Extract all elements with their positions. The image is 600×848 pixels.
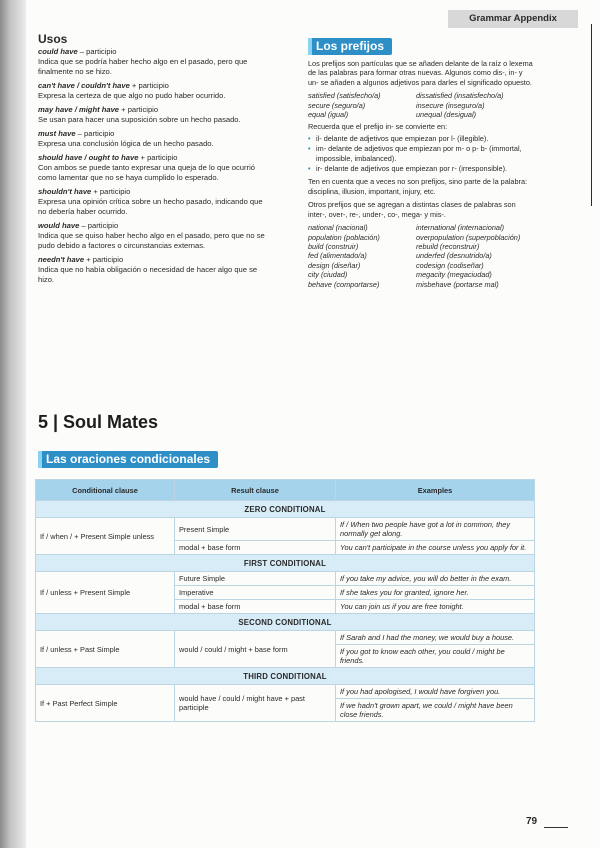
usos-term: would have [38,221,80,230]
usos-term: must have [38,129,76,138]
usos-desc: Expresa una conclusión lógica de un hecho pasado. [38,139,214,148]
prefijos-others: Otros prefijos que se agregan a distintas clases de palabras son inter-, over-, re-, under-, co-, mega- y mis-. [308,200,516,219]
usos-entry-heading [38,47,272,57]
usos-structure: + participio [91,187,131,196]
prefixed-word: misbehave (portarse mal) [416,279,499,289]
usos-entry [38,187,272,217]
conditionals-table-body [36,501,535,722]
usos-desc: Con ambos se puede tanto expresar una queja de lo que ocurrió como lamentar que no se haya cumplido lo esperado. [38,163,255,182]
header-examples: Examples [336,480,535,501]
example-sentence: If Sarah and I had the money, we would buy a house. [336,631,535,645]
prefix-bullet: • im- delante de adjetivos que empiezan por m- o p- b- (immortal, impossible, imbalanced). [316,144,534,163]
usos-structure: + participio [119,105,159,114]
usos-desc: Expresa la certeza de que algo no pudo haber ocurrido. [38,91,226,100]
conditional-clause: If / when / + Present Simple unless [36,518,175,555]
base-word: city (ciudad) [308,270,348,280]
result-clause: Future Simple [175,572,336,586]
conditional-band: SECOND CONDITIONAL [36,614,535,631]
usos-entry-heading [38,187,272,197]
usos-entry-heading [38,129,272,139]
conditional-clause: If + Past Perfect Simple [36,685,175,722]
usos-term: needn't have [38,255,85,264]
usos-entry [38,153,272,183]
usos-list [38,47,272,285]
conditional-band-row [36,668,535,685]
base-word: fed (alimentado/a) [308,251,367,261]
result-clause: modal + base form [175,600,336,614]
pair-opposite-word: dissatisfied (insatisfecho/a) [416,91,504,101]
usos-entry-heading [38,105,272,115]
table-header-row [36,480,535,501]
pair-base-word: equal (igual) [308,110,349,120]
usos-entry [38,255,272,285]
table-row [36,572,535,586]
conditional-clause: If / unless + Present Simple [36,572,175,614]
prefix-bullet: • il- delante de adjetivos que empiezan por l- (illegible). [316,134,534,143]
usos-entry-heading [38,81,272,91]
usos-title: Usos [38,32,68,46]
example-sentence: If you take my advice, you will do better in the exam. [336,572,535,586]
prefixed-word: rebuild (reconstruir) [416,241,480,251]
base-word: national (nacional) [308,223,368,233]
example-sentence: If / When two people have got a lot in common, they normally get along. [336,518,535,541]
base-word: behave (comportarse) [308,279,380,289]
usos-desc: Se usan para hacer una suposición sobre un hecho pasado. [38,115,241,124]
usos-entry [38,47,272,77]
appendix-tab: Grammar Appendix [448,10,578,28]
prefijos-intro: Los prefijos son partículas que se añaden delante de la raíz o lexema de las palabras para formar otras nuevas. Algunos como dis-, in- y un- se añaden a algunos adjetivos para darles el significado opuesto. [308,59,533,87]
prefixed-word: overpopulation (superpoblación) [416,232,521,242]
result-clause: modal + base form [175,541,336,555]
usos-term: shouldn't have [38,187,92,196]
example-sentence: If you got to know each other, you could / might be friends. [336,645,535,668]
page-number-rule [544,827,568,828]
prefixed-word: underfed (desnutrido/a) [416,251,492,261]
conditionals-title-pill [38,451,218,468]
usos-structure: – participio [75,129,115,138]
book-spine-shadow [0,0,26,848]
usos-structure: – participio [79,221,119,230]
pair-base-word: satisfied (satisfecho/a) [308,91,381,101]
prefixed-word: international (internacional) [416,223,505,233]
usos-term: could have [38,47,78,56]
example-sentence: If she takes you for granted, ignore her. [336,586,535,600]
usos-desc: Indica que se podría haber hecho algo en el pasado, pero que finalmente no se hizo. [38,57,248,76]
result-clause: would / could / might + base form [175,631,336,668]
base-word: build (construir) [308,241,359,251]
usos-entry-heading [38,153,272,163]
opposite-pairs [308,91,534,119]
usos-entry [38,105,272,125]
usos-structure: + participio [138,153,178,162]
usos-structure: + participio [129,81,169,90]
usos-structure: + participio [84,255,124,264]
prefijos-title: Los prefijos [316,39,385,53]
conditional-band-row [36,614,535,631]
table-row [36,631,535,645]
unit-title: 5 | Soul Mates [38,412,159,432]
usos-desc: Indica que se quiso haber hecho algo en el pasado, pero que no se pudo debido a factores o circunstancias externas. [38,231,265,250]
usos-entry-heading [38,255,272,265]
prefixed-word: codesign (codiseñar) [416,260,484,270]
pair-opposite-word: insecure (inseguro/a) [416,100,485,110]
conditional-band: FIRST CONDITIONAL [36,555,535,572]
usos-entry [38,81,272,101]
example-sentence: If we hadn't grown apart, we could / might have been close friends. [336,699,535,722]
usos-entry [38,221,272,251]
result-clause: Imperative [175,586,336,600]
conditional-band-row [36,555,535,572]
prefijos-note: Ten en cuenta que a veces no son prefijos, sino parte de la palabra: disciplina, illusion, important, injury, etc. [308,177,528,196]
page-number: 79 [526,816,538,827]
usos-section [38,34,272,289]
prefijos-remember: Recuerda que el prefijo in- se convierte en: [308,122,448,132]
prefijos-title-pill [308,38,392,55]
conditional-band: THIRD CONDITIONAL [36,668,535,685]
usos-structure: – participio [77,47,117,56]
conditional-clause: If / unless + Past Simple [36,631,175,668]
example-sentence: You can't participate in the course unless you apply for it. [336,541,535,555]
conditional-band-row [36,501,535,518]
result-clause: would have / could / might have + past participle [175,685,336,722]
header-conditional-clause: Conditional clause [36,480,175,501]
usos-desc: Expresa una opinión crítica sobre un hecho pasado, indicando que no debería haber ocurrido. [38,197,263,216]
conditional-band: ZERO CONDITIONAL [36,501,535,518]
prefix-bullet: • ir- delante de adjetivos que empiezan por r- (irresponsible). [316,164,534,173]
header-result-clause: Result clause [175,480,336,501]
prefix-bullets [308,134,534,174]
usos-entry-heading [38,221,272,231]
base-word: design (diseñar) [308,260,361,270]
base-word: population (población) [308,232,380,242]
usos-term: may have / might have [38,105,120,114]
example-sentence: You can join us if you are free tonight. [336,600,535,614]
table-row [36,685,535,699]
pair-opposite-word: unequal (desigual) [416,110,477,120]
usos-term: can't have / couldn't have [38,81,130,90]
prefixed-word: megacity (megaciudad) [416,270,492,280]
prefix-word-list [308,223,534,289]
example-sentence: If you had apologised, I would have forgiven you. [336,685,535,699]
table-row [36,518,535,541]
usos-entry [38,129,272,149]
usos-term: should have / ought to have [38,153,139,162]
prefijos-section [308,38,534,292]
conditionals-table [35,479,535,722]
pair-base-word: secure (seguro/a) [308,100,366,110]
result-clause: Present Simple [175,518,336,541]
margin-rule [591,24,592,206]
conditionals-title: Las oraciones condicionales [46,452,211,466]
usos-desc: Indica que no había obligación o necesidad de hacer algo que se hizo. [38,265,258,284]
